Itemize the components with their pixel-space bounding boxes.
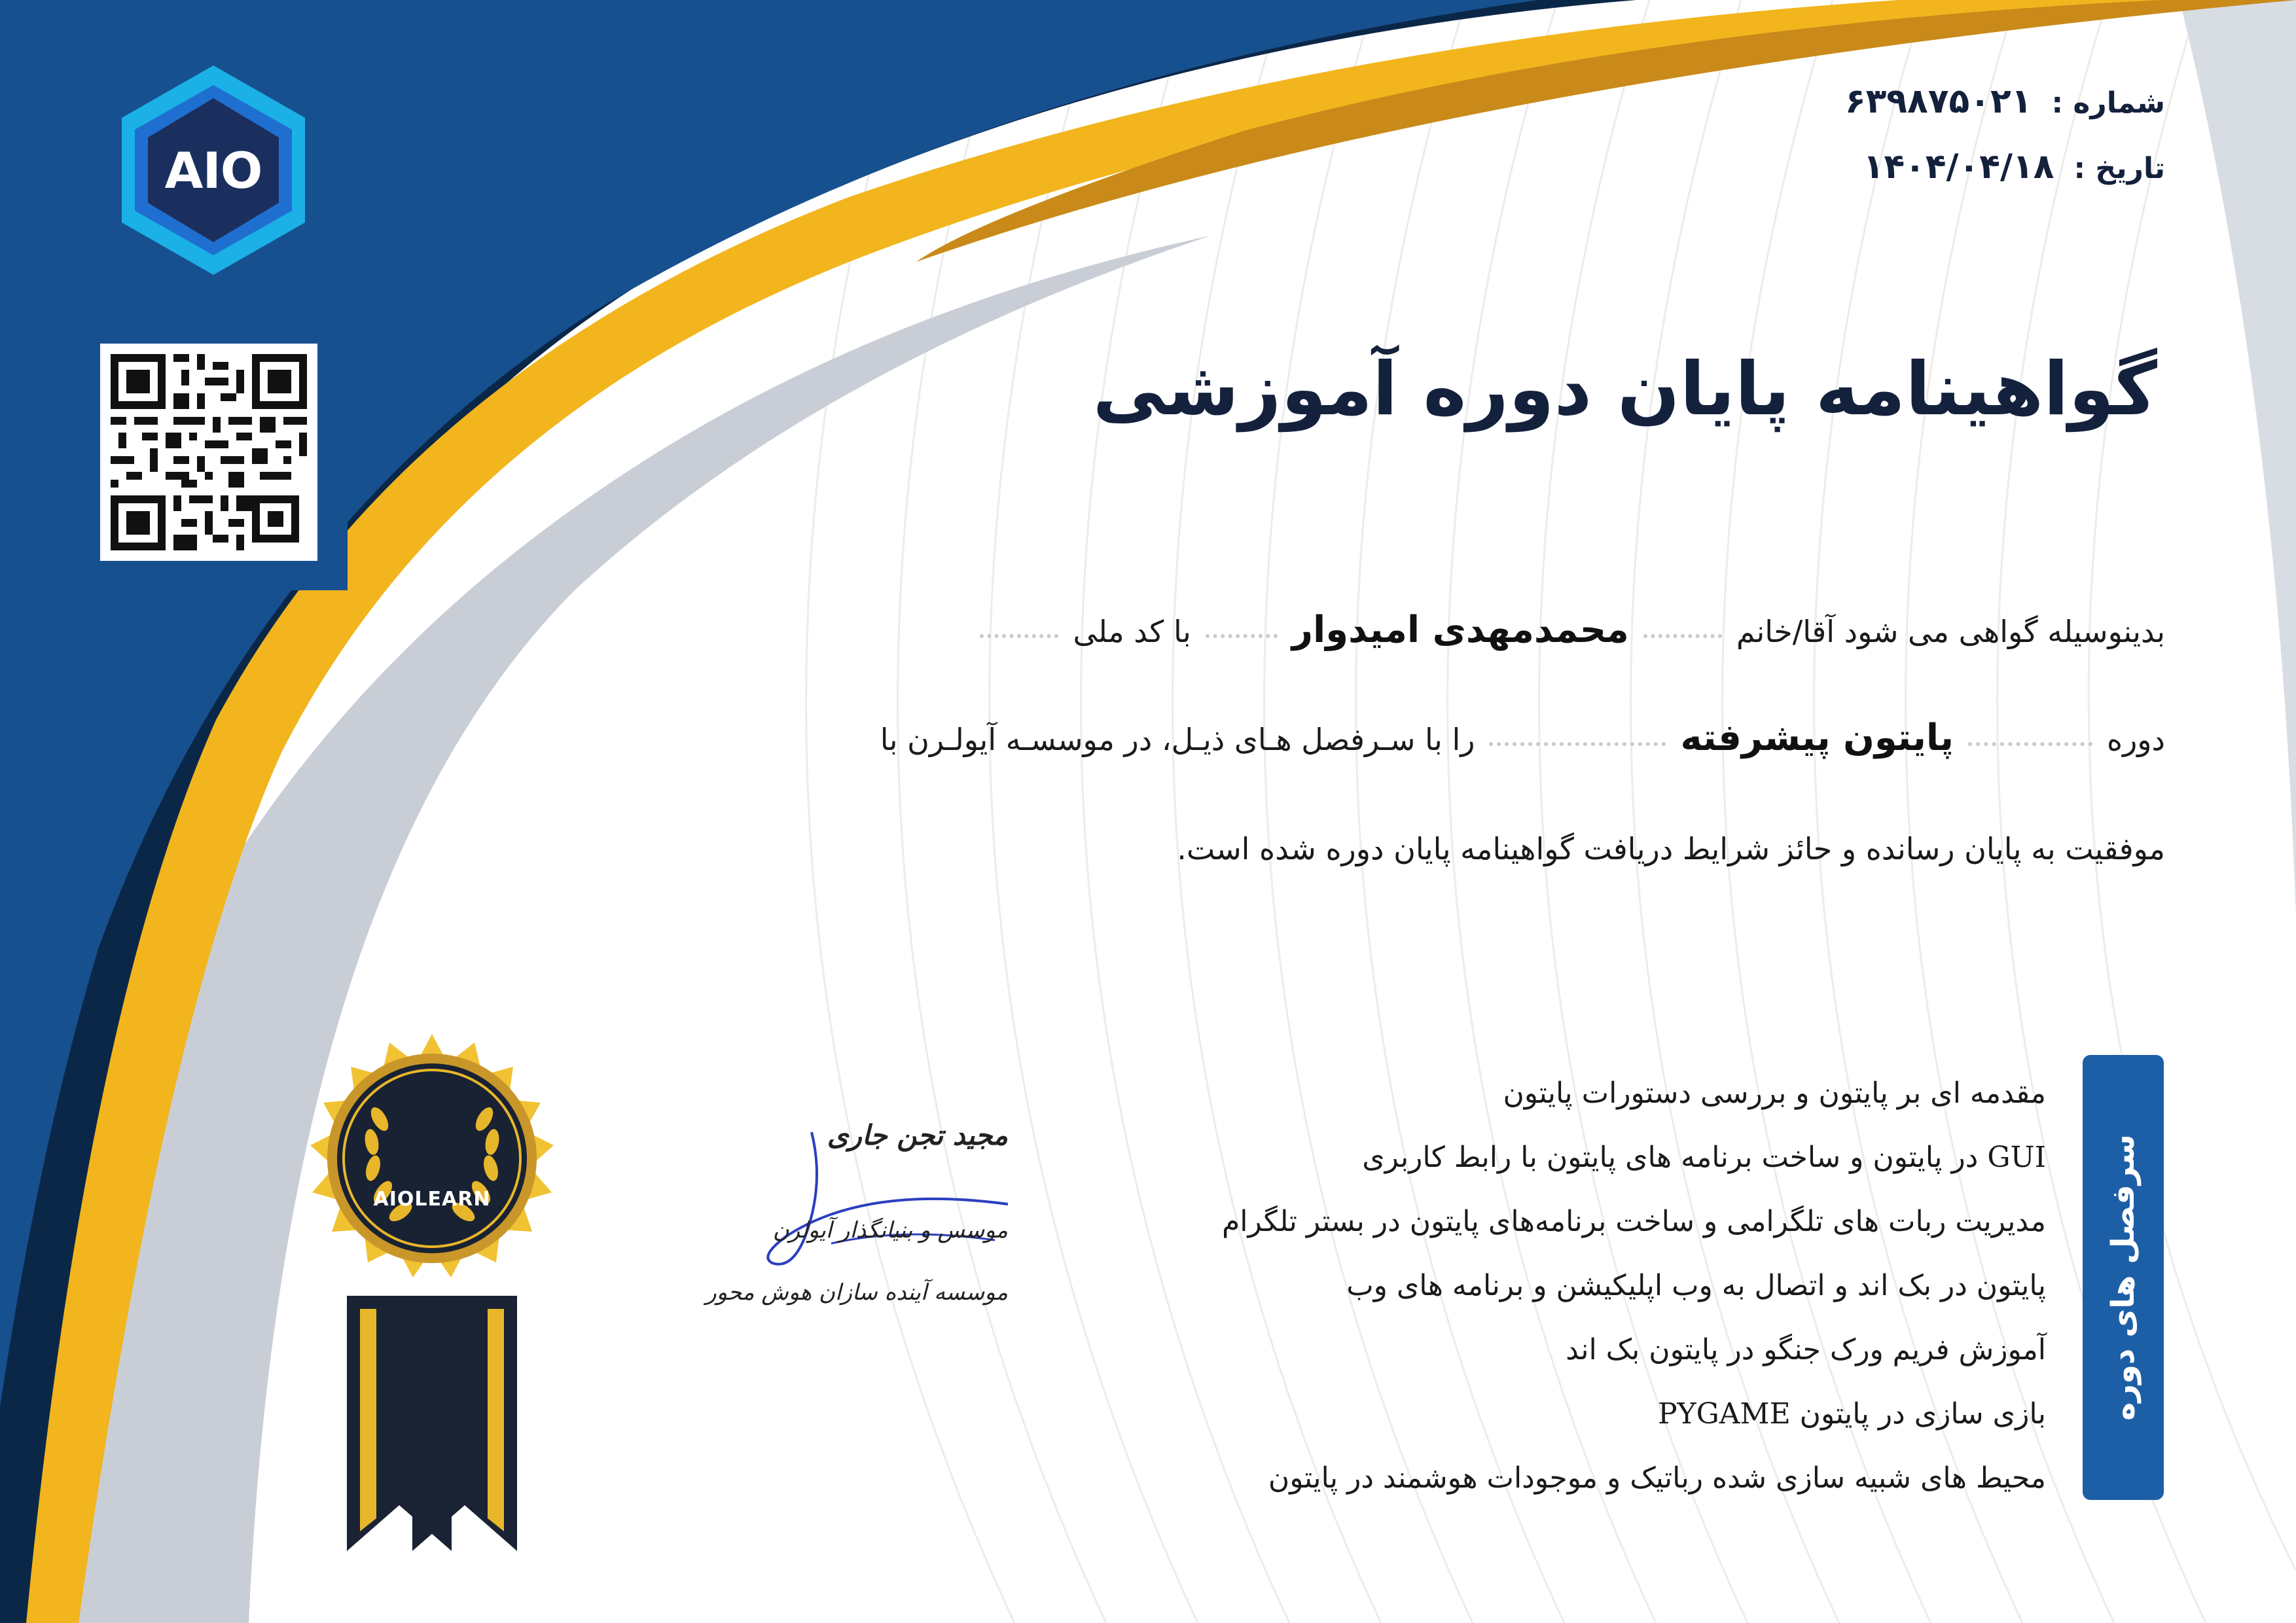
syllabus-item: مقدمه ای بر پایتون و بررسی دستورات پایتون	[1503, 1077, 2046, 1110]
brand-logo	[109, 59, 318, 281]
syllabus-item: آموزش فریم ورک جنگو در پایتون بک اند	[1566, 1333, 2046, 1366]
seal-badge-icon	[249, 1021, 615, 1558]
line2-prefix: دوره	[2106, 722, 2165, 757]
certificate-number-row	[1845, 82, 2165, 121]
certificate-date-label: تاریخ :	[2073, 152, 2165, 185]
award-seal	[249, 1021, 615, 1558]
national-id-blank	[980, 628, 1058, 638]
certificate-number-label: شماره :	[2051, 86, 2165, 120]
certificate-line-2	[880, 717, 2165, 759]
syllabus-item: پایتون در بک اند و اتصال به وب اپلیکیشن و برنامه های وب	[1346, 1269, 2046, 1302]
qr-code-icon	[111, 354, 307, 550]
syllabus-item: مدیریت ربات های تلگرامی و ساخت برنامه‌های پایتون در بستر تلگرام	[1221, 1205, 2046, 1238]
line1-suffix: با کد ملی	[1073, 614, 1191, 649]
syllabus-item: محیط های شبیه سازی شده رباتیک و موجودات هوشمند در پایتون	[1268, 1461, 2046, 1495]
certificate-line-1	[965, 609, 2165, 651]
signature-block	[706, 1106, 1021, 1342]
syllabus-item: بازی سازی در پایتون PYGAME	[1657, 1397, 2046, 1431]
seal-text: AIOLEARN	[373, 1188, 491, 1211]
dotted-separator	[1643, 628, 1722, 638]
dotted-separator	[1968, 736, 2092, 746]
logo-text: AIO	[164, 141, 262, 200]
certificate-date: ۱۴۰۴/۰۴/۱۸	[1863, 147, 2054, 187]
certificate-title: گواهینامه پایان دوره آموزشی	[1092, 347, 2157, 432]
dotted-separator	[1489, 736, 1666, 746]
signatory-name: مجید تجن جاری	[827, 1119, 1008, 1151]
course-name: پایتون پیشرفته	[1680, 717, 1954, 759]
syllabus-list	[966, 1061, 2046, 1510]
certificate-line-3: موفقیت به پایان رسانده و حائز شرایط دریافت گواهینامه پایان دوره شده است.	[1177, 831, 2165, 866]
syllabus-heading: سرفصل های دوره	[2105, 1134, 2142, 1421]
recipient-name: محمدمهدی امیدوار	[1291, 609, 1629, 651]
certificate-date-row	[1863, 147, 2165, 187]
syllabus-heading-tag	[2083, 1055, 2164, 1500]
certificate-number: ۶۳۹۸۷۵۰۲۱	[1844, 82, 2032, 121]
qr-code	[100, 344, 317, 561]
dotted-separator	[1206, 628, 1278, 638]
signatory-role: موسس و بنیانگذار آیولرن	[772, 1217, 1008, 1243]
line1-prefix: بدینوسیله گواهی می شود آقا/خانم	[1736, 614, 2165, 649]
syllabus-item: GUI در پایتون و ساخت برنامه های پایتون با رابط کاربری	[1362, 1141, 2046, 1174]
logo-qr-panel	[69, 0, 348, 590]
signatory-organization: موسسه آینده سازان هوش محور	[706, 1279, 1008, 1306]
line2-suffix: را با سـرفصل هـای ذیـل، در موسسـه آیولـرن با	[880, 722, 1475, 757]
